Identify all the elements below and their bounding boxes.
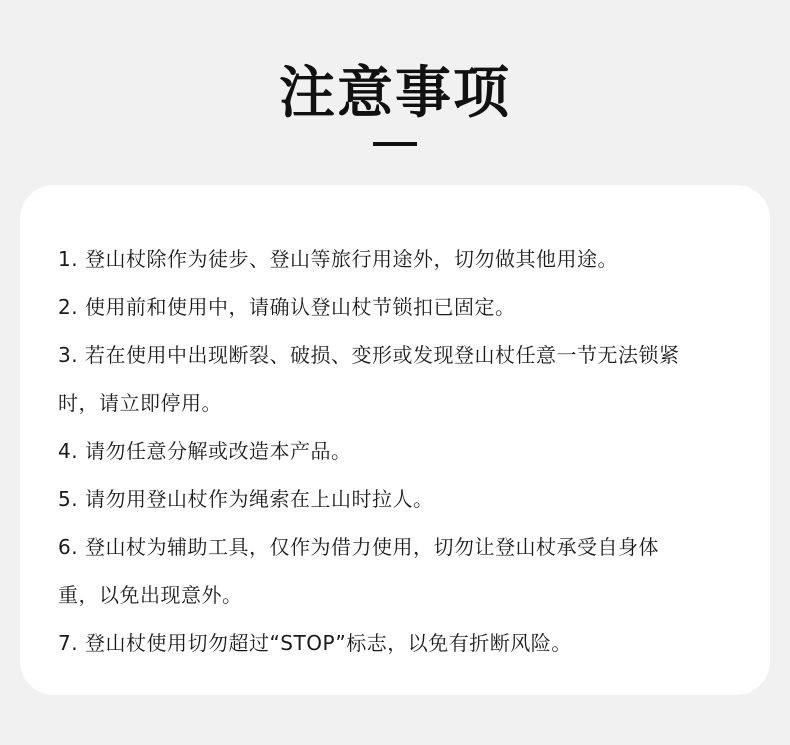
- page-title: 注意事项: [279, 61, 511, 126]
- notes-card: [20, 185, 770, 695]
- notes-list: [58, 235, 698, 667]
- note-item-4: 4. 请勿任意分解或改造本产品。: [58, 439, 352, 463]
- note-item-6: 6. 登山杖为辅助工具，仅作为借力使用，切勿让登山杖承受自身体重，以免出现意外。: [58, 535, 659, 607]
- note-item-3: 3. 若在使用中出现断裂、破损、变形或发现登山杖任意一节无法锁紧时，请立即停用。: [58, 343, 680, 415]
- note-item-5: 5. 请勿用登山杖作为绳索在上山时拉人。: [58, 487, 434, 511]
- note-item-1: 1. 登山杖除作为徒步、登山等旅行用途外，切勿做其他用途。: [58, 247, 618, 271]
- note-item-7: 7. 登山杖使用切勿超过“STOP”标志，以免有折断风险。: [58, 631, 572, 655]
- note-item-2: 2. 使用前和使用中，请确认登山杖节锁扣已固定。: [58, 295, 516, 319]
- title-divider: [373, 142, 417, 146]
